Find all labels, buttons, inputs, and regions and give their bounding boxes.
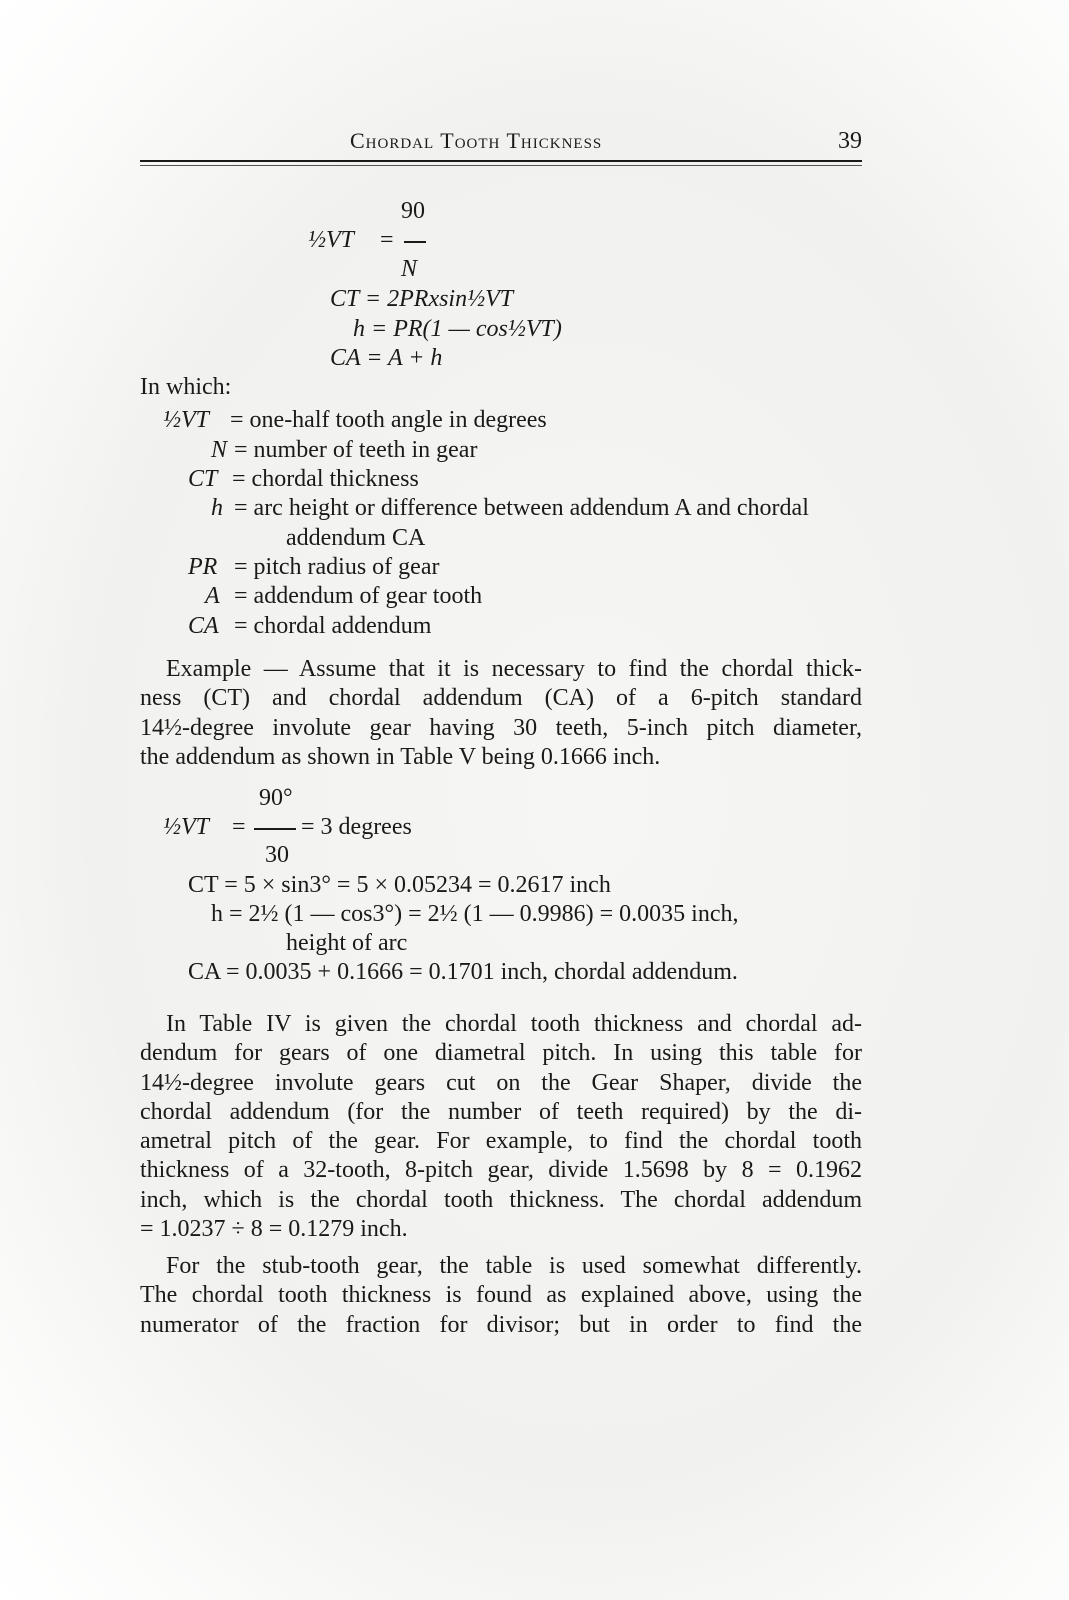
def-text: = arc height or difference between addendum A and chordal [234, 495, 809, 521]
calc-vt-denominator: 30 [265, 842, 289, 868]
def-text: = chordal addendum [234, 613, 432, 639]
calc-vt-result: = 3 degrees [301, 814, 412, 840]
paragraph-line: 14½-degree involute gears cut on the Gear Shaper, divide the [140, 1069, 862, 1096]
def-sym: ½VT [163, 407, 210, 433]
paragraph-line: the addendum as shown in Table V being 0.1666 inch. [140, 743, 661, 770]
paragraph-line: 14½-degree involute gear having 30 teeth, 5-inch pitch diameter, [140, 714, 862, 741]
in-which-label: In which: [140, 374, 232, 400]
page-number: 39 [838, 128, 862, 154]
paragraph-line: thickness of a 32-tooth, 8-pitch gear, divide 1.5698 by 8 = 0.1962 [140, 1157, 862, 1184]
paragraph-line: chordal addendum (for the number of teeth required) by the di- [140, 1098, 862, 1125]
calc-vt-lhs: ½VT [163, 814, 210, 840]
def-sym: A [205, 583, 220, 609]
header-rule-thin [140, 165, 862, 166]
calc-vt-equals: = [232, 814, 246, 840]
paragraph-line: The chordal tooth thickness is found as explained above, using the [140, 1282, 862, 1309]
calc-ct: CT = 5 × sin3° = 5 × 0.05234 = 0.2617 inch [188, 872, 611, 898]
body-paragraph-stub-tooth [140, 1252, 862, 1340]
calc-vt-numerator: 90° [259, 785, 293, 811]
paragraph-line: ametral pitch of the gear. For example, to find the chordal tooth [140, 1128, 862, 1155]
paragraph-line: numerator of the fraction for divisor; but in order to find the [140, 1311, 862, 1338]
vt-equals: = [380, 227, 394, 253]
vt-denominator: N [401, 256, 418, 282]
paragraph-line: inch, which is the chordal tooth thickness. The chordal addendum [140, 1186, 862, 1213]
paragraph-line: For the stub-tooth gear, the table is used somewhat differently. [166, 1253, 862, 1279]
paragraph-line: Example — Assume that it is necessary to find the chordal thick- [166, 656, 862, 682]
def-text: = one-half tooth angle in degrees [230, 407, 547, 433]
calc-fraction-bar [254, 828, 296, 830]
paragraph-line: = 1.0237 ÷ 8 = 0.1279 inch. [140, 1216, 408, 1243]
running-header [140, 128, 862, 158]
paragraph-line: In Table IV is given the chordal tooth thickness and chordal ad- [166, 1011, 862, 1037]
def-sym: CA [188, 613, 219, 639]
def-text: = number of teeth in gear [234, 437, 478, 463]
formula-ca: CA = A + h [330, 345, 443, 371]
calc-h-note: height of arc [286, 930, 408, 956]
paragraph-line: ness (CT) and chordal addendum (CA) of a 6-pitch standard [140, 685, 862, 712]
def-text: = chordal thickness [232, 466, 419, 492]
def-text: = pitch radius of gear [234, 554, 440, 580]
vt-fraction-bar [404, 241, 426, 243]
body-paragraph-table-iv [140, 1010, 862, 1244]
formula-h: h = PR(1 — cos½VT) [353, 316, 562, 342]
formula-ct: CT = 2PRxsin½VT [330, 286, 514, 312]
def-sym: N [211, 437, 228, 463]
def-text: = addendum of gear tooth [234, 583, 483, 609]
def-sym: PR [188, 554, 218, 580]
calc-ca: CA = 0.0035 + 0.1666 = 0.1701 inch, chordal addendum. [188, 959, 738, 985]
def-sym: h [211, 495, 223, 521]
example-paragraph [140, 655, 862, 772]
header-title: Chordal Tooth Thickness [350, 128, 603, 153]
header-rule [140, 160, 862, 162]
def-text: addendum CA [286, 525, 426, 551]
def-sym: CT [188, 466, 218, 492]
vt-numerator: 90 [401, 198, 425, 224]
vt-lhs: ½VT [308, 227, 355, 253]
calc-h: h = 2½ (1 — cos3°) = 2½ (1 — 0.9986) = 0.0035 inch, [211, 901, 739, 927]
paragraph-line: dendum for gears of one diametral pitch. In using this table for [140, 1040, 862, 1067]
